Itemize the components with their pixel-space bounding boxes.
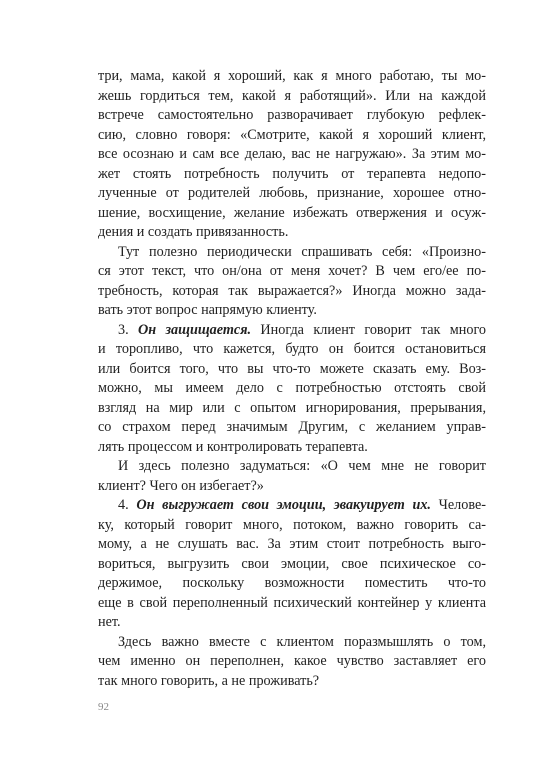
text-line: так много говорить, а не проживать? <box>98 672 320 689</box>
numbered-point-3 <box>98 321 486 340</box>
text-line: со страхом перед значимым Другим, с желанием управ- <box>98 419 486 435</box>
text-line: вать этот вопрос напрямую клиенту. <box>98 302 317 318</box>
text-line: шение, восхищение, желание избежать отвержения и осуж- <box>98 204 486 221</box>
text-line: лять процессом и контролировать терапевта. <box>98 438 368 455</box>
point-heading: Он защищается. <box>138 321 252 338</box>
point-text: Челове- <box>430 497 486 513</box>
text-line: и торопливо, что кажется, будто он боится остановиться <box>98 341 486 357</box>
point-number: 3. <box>118 321 139 338</box>
text-line: ся этот текст, что он/она от меня хочет? В чем его/ее по- <box>98 263 486 279</box>
text-line: или боится того, что вы что-то можете сказать ему. Воз- <box>98 360 486 377</box>
text-line: нет. <box>98 614 121 630</box>
text-line: Здесь важно вместе с клиентом поразмышлять о том, <box>118 633 486 650</box>
text-line: можно, мы имеем дело с потребностью отстоять свой <box>98 380 486 396</box>
text-line: Тут полезно периодически спрашивать себя: «Произно- <box>118 243 486 260</box>
text-line: встрече самостоятельно разворачивает глубокую рефлек- <box>98 107 486 123</box>
text-line: И здесь полезно задуматься: «О чем мне не говорит <box>118 458 486 474</box>
text-line: жет стоять потребность получить от терапевта недопо- <box>98 165 486 182</box>
text-line: мому, а не слушать вас. За этим стоит потребность выго- <box>98 536 486 552</box>
text-line: еще в свой переполненный психический контейнер у клиента <box>98 594 486 611</box>
text-line: клиент? Чего он избегает?» <box>98 477 264 494</box>
text-line: лученные от родителей любовь, признание, хорошее отно- <box>98 185 486 201</box>
text-line: ку, который говорит много, потоком, важно говорить са- <box>98 516 486 533</box>
text-line: дения и создать привязанность. <box>98 224 289 240</box>
point-number: 4. <box>118 497 137 513</box>
text-line: чем именно он переполнен, какое чувство заставляет его <box>98 653 486 669</box>
numbered-point-4 <box>98 496 486 515</box>
text-line: сию, словно говоря: «Смотрите, какой я хороший клиент, <box>98 126 486 143</box>
point-heading: Он выгружает свои эмоции, эвакуирует их. <box>136 497 431 513</box>
point-text: Иногда клиент говорит так много <box>251 321 487 338</box>
page-number: 92 <box>98 701 109 713</box>
text-line: вориться, выгрузить свои эмоции, свое психическое со- <box>98 555 486 572</box>
text-line: требность, которая так выражается?» Иногда можно зада- <box>98 282 486 299</box>
text-line: три, мама, какой я хороший, как я много работаю, ты мо- <box>98 68 486 84</box>
text-line: взгляд на мир или с опытом игнорирования, прерывания, <box>98 399 486 416</box>
text-line: все осознаю и сам все делаю, вас не нагружаю». За этим мо- <box>98 146 486 162</box>
text-line: жешь гордиться тем, какой я работящий». Или на каждой <box>98 87 486 104</box>
text-line: держимое, поскольку возможности поместить что-то <box>98 575 486 591</box>
